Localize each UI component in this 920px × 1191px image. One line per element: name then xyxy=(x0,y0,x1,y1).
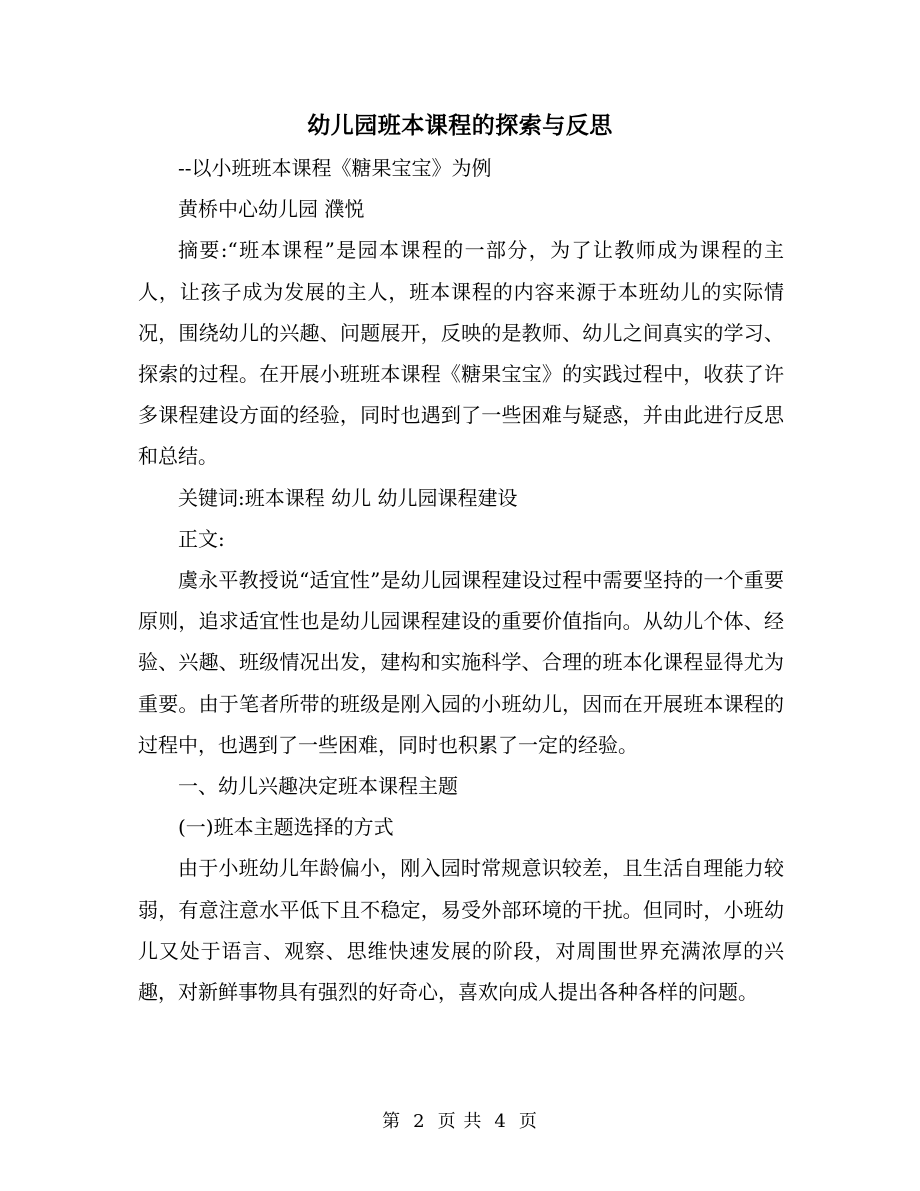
subtitle: --以小班班本课程《糖果宝宝》为例 xyxy=(178,156,492,180)
footer-page-number: 2 xyxy=(413,1111,426,1132)
body-paragraph: 由于小班幼儿年龄偏小，刚入园时常规意识较差，且生活自理能力较弱，有意注意水平低下且不稳定，易受外部环境的干扰。但同时，小班幼儿又处于语言、观察、思维快速发展的阶段，对周围世界充满浓厚的兴趣，对新鲜事物具有强烈的好奇心，喜欢向成人提出各种各样的问题。 xyxy=(138,856,784,1005)
footer-prefix: 第 xyxy=(382,1111,402,1132)
document-body xyxy=(138,148,784,1013)
abstract-paragraph: 摘要:“班本课程”是园本课程的一部分，为了让教师成为课程的主人，让孩子成为发展的主人，班本课程的内容来源于本班幼儿的实际情况，围绕幼儿的兴趣、问题展开，反映的是教师、幼儿之间真实的学习、探索的过程。在开展小班班本课程《糖果宝宝》的实践过程中，收获了许多课程建设方面的经验，同时也遇到了一些困难与疑惑，并由此进行反思和总结。 xyxy=(138,238,784,469)
document-title: 幼儿园班本课程的探索与反思 xyxy=(307,112,613,139)
body-label: 正文: xyxy=(178,526,225,551)
footer-middle: 页 共 xyxy=(437,1111,483,1132)
footer-suffix: 页 xyxy=(518,1111,538,1132)
subsection-heading: (一)班本主题选择的方式 xyxy=(178,815,394,840)
body-paragraph: 虞永平教授说“适宜性”是幼儿园课程建设过程中需要坚持的一个重要原则，追求适宜性也是幼儿园课程建设的重要价值指向。从幼儿个体、经验、兴趣、班级情况出发，建构和实施科学、合理的班本化课程显得尤为重要。由于笔者所带的班级是刚入园的小班幼儿，因而在开展班本课程的过程中，也遇到了一些困难，同时也积累了一定的经验。 xyxy=(138,568,784,757)
footer-total-pages: 4 xyxy=(494,1111,507,1132)
author-line: 黄桥中心幼儿园 濮悦 xyxy=(178,197,365,222)
keywords-line: 关键词:班本课程 幼儿 幼儿园课程建设 xyxy=(178,485,518,510)
page-footer xyxy=(0,1108,920,1136)
section-heading: 一、幼儿兴趣决定班本课程主题 xyxy=(178,774,458,799)
